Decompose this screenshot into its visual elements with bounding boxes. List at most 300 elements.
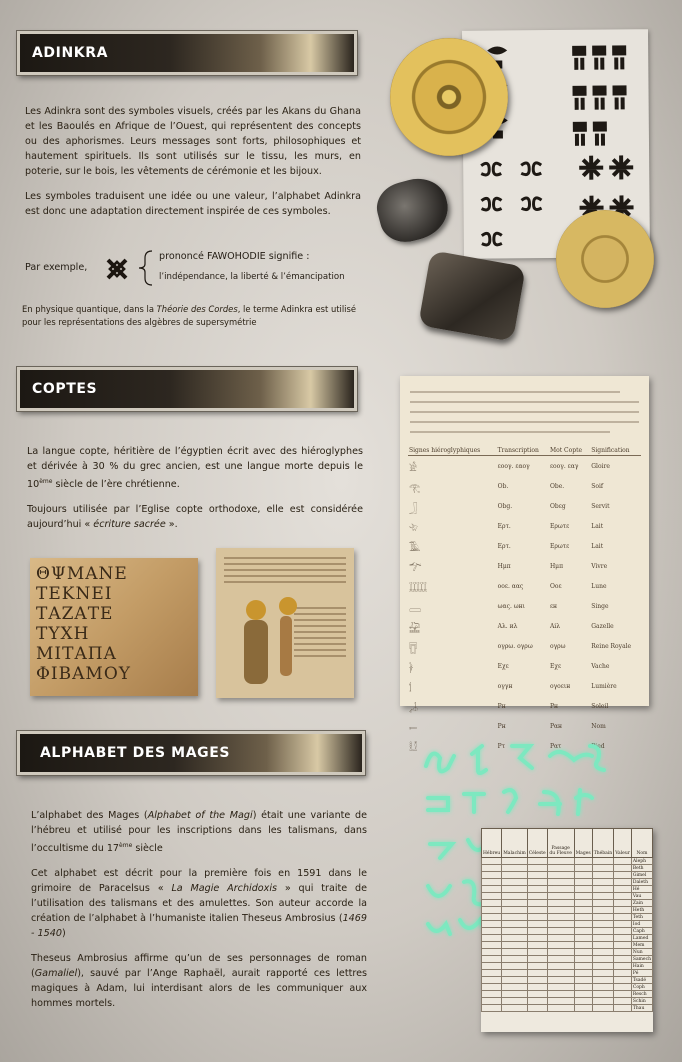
table-header-cell: Signification xyxy=(590,446,641,456)
table-row xyxy=(408,536,641,556)
chart-cell xyxy=(574,893,592,900)
section-title: ALPHABET DES MAGES xyxy=(40,745,231,761)
chart-row xyxy=(482,977,653,984)
table-row xyxy=(408,576,641,596)
table-cell: 𓀀 xyxy=(409,463,418,474)
chart-cell xyxy=(502,949,528,956)
chart-row xyxy=(482,879,653,886)
chart-cell xyxy=(482,935,502,942)
meaning-text: l’indépendance, la liberté & l’émancipation xyxy=(159,272,345,282)
chart-cell xyxy=(614,942,632,949)
table-cell: 𓊀 xyxy=(409,643,418,654)
chart-cell xyxy=(527,991,547,998)
table-cell: Gazelle xyxy=(591,622,614,630)
table-cell: ογρω. ογρω xyxy=(497,642,533,650)
chart-cell xyxy=(502,991,528,998)
chart-cell xyxy=(592,935,613,942)
table-row xyxy=(408,696,641,716)
chart-cell xyxy=(574,879,592,886)
chart-cell xyxy=(574,970,592,977)
table-cell: 𓏀 xyxy=(409,743,418,754)
table-cell: εн xyxy=(549,602,558,610)
chart-cell: Vau xyxy=(631,893,652,900)
chart-cell xyxy=(592,942,613,949)
chart-cell xyxy=(614,907,632,914)
table-row xyxy=(408,496,641,516)
chart-cell xyxy=(547,872,574,879)
brace-icon xyxy=(135,250,155,286)
chart-cell xyxy=(574,872,592,879)
chart-cell xyxy=(592,921,613,928)
chart-header-cell: Céleste xyxy=(527,829,547,858)
adinkra-example xyxy=(25,248,365,288)
chart-cell xyxy=(527,935,547,942)
chart-cell xyxy=(482,858,502,865)
chart-cell xyxy=(527,872,547,879)
chart-cell xyxy=(614,935,632,942)
chart-row xyxy=(482,921,653,928)
chart-cell xyxy=(592,1005,613,1012)
chart-cell xyxy=(502,977,528,984)
chart-cell xyxy=(547,1005,574,1012)
chart-cell xyxy=(482,1005,502,1012)
chart-header-cell: Malachim xyxy=(502,829,528,858)
chart-cell xyxy=(574,865,592,872)
table-row xyxy=(408,596,641,616)
chart-cell xyxy=(547,977,574,984)
chart-cell xyxy=(502,921,528,928)
table-row xyxy=(408,516,641,536)
table-cell: 𓂀 xyxy=(409,483,421,494)
chart-cell: Lamed xyxy=(631,935,652,942)
chart-cell xyxy=(527,998,547,1005)
chart-cell xyxy=(547,963,574,970)
chart-cell xyxy=(574,942,592,949)
chart-header-cell: Nom xyxy=(631,829,652,858)
chart-cell: Schin xyxy=(631,998,652,1005)
chart-cell xyxy=(547,921,574,928)
stone-inscription-line: ΤΑΖΑΤΕ xyxy=(36,604,114,624)
table-cell: Obεg xyxy=(549,502,566,510)
chart-cell: Tsadé xyxy=(631,977,652,984)
table-cell: 𓅀 xyxy=(409,543,421,554)
gold-pendant-image xyxy=(556,210,654,308)
chart-cell xyxy=(502,1005,528,1012)
table-row xyxy=(408,476,641,496)
chart-cell xyxy=(502,935,528,942)
table-cell: Singe xyxy=(591,602,609,610)
chart-cell xyxy=(574,949,592,956)
fawohodie-symbol-icon xyxy=(105,257,129,281)
section-title: COPTES xyxy=(32,381,98,397)
table-cell: εοογ. εαγ xyxy=(549,462,579,470)
chart-row xyxy=(482,914,653,921)
table-cell: 𓉀 xyxy=(409,623,421,634)
chart-cell xyxy=(527,886,547,893)
chart-cell xyxy=(547,935,574,942)
table-cell: Ερωτε xyxy=(549,542,570,550)
chart-cell: Coph xyxy=(631,984,652,991)
chart-header-cell: Valeur xyxy=(614,829,632,858)
chart-row xyxy=(482,907,653,914)
chart-cell xyxy=(614,998,632,1005)
table-cell: ογγн xyxy=(497,682,513,690)
chart-cell xyxy=(614,1005,632,1012)
table-cell: Obg. xyxy=(497,502,513,510)
chart-cell xyxy=(502,956,528,963)
chart-cell xyxy=(482,879,502,886)
section-header-mages xyxy=(17,731,365,775)
chart-cell xyxy=(614,893,632,900)
table-cell: Gloire xyxy=(591,462,610,470)
chart-cell xyxy=(547,998,574,1005)
table-cell: Pατ xyxy=(549,742,562,750)
table-cell: 𓃀 xyxy=(409,503,418,514)
table-cell: 𓍀 xyxy=(409,703,418,714)
chart-cell: Pé xyxy=(631,970,652,977)
chart-row xyxy=(482,893,653,900)
chart-cell xyxy=(574,858,592,865)
chart-cell xyxy=(574,956,592,963)
table-header-cell: Signes hiéroglyphiques xyxy=(408,446,497,456)
table-row xyxy=(408,676,641,696)
table-cell: Obe. xyxy=(549,482,565,490)
chart-cell: Samech xyxy=(632,956,651,962)
chart-cell xyxy=(482,970,502,977)
chart-row xyxy=(482,886,653,893)
table-cell: ωας. ωнι xyxy=(497,602,526,610)
chart-cell xyxy=(547,970,574,977)
table-cell: Lune xyxy=(591,582,607,590)
chart-row xyxy=(482,984,653,991)
chart-cell xyxy=(547,942,574,949)
chart-cell: Iod xyxy=(631,921,652,928)
chart-cell xyxy=(574,886,592,893)
chart-cell xyxy=(527,914,547,921)
gold-disc-image xyxy=(390,38,508,156)
chart-cell: Hain xyxy=(631,963,652,970)
chart-cell xyxy=(482,928,502,935)
chart-cell xyxy=(574,991,592,998)
chart-cell xyxy=(547,907,574,914)
bronze-weight-image xyxy=(418,250,526,342)
chart-cell xyxy=(502,984,528,991)
chart-cell xyxy=(502,872,528,879)
chart-cell: Aleph xyxy=(631,858,652,865)
chart-cell xyxy=(502,942,528,949)
chart-cell: Zain xyxy=(631,900,652,907)
chart-cell xyxy=(502,970,528,977)
chart-cell xyxy=(482,956,502,963)
chart-cell xyxy=(527,942,547,949)
table-row xyxy=(408,716,641,736)
section-title: ADINKRA xyxy=(32,45,109,61)
chart-cell xyxy=(527,858,547,865)
chart-cell xyxy=(547,893,574,900)
table-cell: Hμπ xyxy=(549,562,564,570)
chart-cell xyxy=(592,865,613,872)
table-cell: ογρω xyxy=(549,642,566,650)
chart-row xyxy=(482,991,653,998)
chart-cell xyxy=(502,900,528,907)
chart-cell xyxy=(547,928,574,935)
chart-cell xyxy=(592,900,613,907)
chart-header-cell: Passage du Fleuve xyxy=(547,829,574,858)
chart-cell xyxy=(574,963,592,970)
chart-cell xyxy=(527,865,547,872)
chart-cell xyxy=(482,865,502,872)
chart-cell xyxy=(547,886,574,893)
chart-row xyxy=(482,935,653,942)
chart-cell xyxy=(614,914,632,921)
coptic-stone-image xyxy=(30,558,198,696)
chart-cell xyxy=(574,900,592,907)
mages-paragraph-1: L’alphabet des Mages (Alphabet of the Magi) était une variante de l’hébreu et utilisé pour les inscriptions dans les talismans, dans l’occultisme du 17ème siècle xyxy=(31,810,367,855)
chart-cell: Hé xyxy=(631,886,652,893)
chart-cell xyxy=(574,914,592,921)
chart-cell xyxy=(527,893,547,900)
chart-cell xyxy=(482,963,502,970)
chart-cell xyxy=(592,907,613,914)
chart-cell xyxy=(592,991,613,998)
adinkra-physics-note: En physique quantique, dans la Théorie des Cordes, le terme Adinkra est utilisé pour les représentations des algèbres de supersymétrie xyxy=(22,304,357,327)
chart-cell xyxy=(614,858,632,865)
chart-row xyxy=(482,963,653,970)
chart-cell xyxy=(482,949,502,956)
chart-row xyxy=(482,942,653,949)
stone-inscription-line: ΘΨΜΑΝΕ xyxy=(36,564,128,584)
coptes-text xyxy=(27,444,363,542)
chart-cell xyxy=(592,977,613,984)
chart-cell xyxy=(614,991,632,998)
chart-cell xyxy=(527,949,547,956)
chart-cell xyxy=(592,886,613,893)
chart-cell xyxy=(547,949,574,956)
table-cell: Pτ xyxy=(497,742,506,750)
chart-cell xyxy=(592,984,613,991)
chart-cell xyxy=(527,907,547,914)
chart-cell: Heth xyxy=(631,907,652,914)
chart-row xyxy=(482,872,653,879)
chart-cell xyxy=(592,956,613,963)
chart-cell xyxy=(482,991,502,998)
chart-row xyxy=(482,900,653,907)
stone-inscription-line: ΦΙΒΑΜΟΥ xyxy=(36,664,131,684)
chart-cell xyxy=(547,858,574,865)
table-cell: Servit xyxy=(591,502,610,510)
chart-cell xyxy=(527,921,547,928)
table-cell: Οοε xyxy=(549,582,562,590)
table-cell: Nom xyxy=(591,722,606,730)
chart-cell xyxy=(482,886,502,893)
section-header-adinkra xyxy=(17,31,357,75)
table-cell: Pн xyxy=(549,702,558,710)
table-cell: Aiλ xyxy=(549,622,561,630)
chart-cell xyxy=(502,886,528,893)
table-cell: Lumière xyxy=(591,682,617,690)
table-cell: Soif xyxy=(591,482,604,490)
table-cell: 𓈀 xyxy=(409,603,422,614)
chart-cell xyxy=(527,963,547,970)
table-cell: Εχε xyxy=(497,662,509,670)
chart-cell xyxy=(592,872,613,879)
table-cell: Aλ. иλ xyxy=(497,622,518,630)
chart-cell xyxy=(574,928,592,935)
table-cell: Ob. xyxy=(497,482,509,490)
stone-inscription-line: ΜΙΤΑΠΑ xyxy=(36,644,117,664)
table-cell: Ερωτε xyxy=(549,522,570,530)
chart-cell xyxy=(482,984,502,991)
chart-cell xyxy=(502,907,528,914)
section-header-coptes xyxy=(17,367,357,411)
chart-cell xyxy=(482,900,502,907)
chart-cell xyxy=(574,977,592,984)
chart-cell xyxy=(574,984,592,991)
mages-text xyxy=(31,808,367,1021)
magi-alphabet-chart xyxy=(481,828,653,1032)
coptic-table xyxy=(408,446,641,756)
table-header-cell: Mot Copte xyxy=(549,446,590,456)
chart-cell xyxy=(574,1005,592,1012)
chart-cell xyxy=(592,893,613,900)
table-cell: εοογ. εαογ xyxy=(497,462,530,470)
chart-cell: Beth xyxy=(631,865,652,872)
mages-paragraph-3: Theseus Ambrosius affirme qu’un de ses personnages de roman (Gamaliel), sauvé par l’Ange Raphaël, aurait rapporté ces lettres magiques à Adam, lui interdisant alors de les communiquer aux hommes mortels. xyxy=(31,953,367,1010)
chart-cell xyxy=(527,900,547,907)
chart-cell xyxy=(527,956,547,963)
chart-cell: Nun xyxy=(631,949,652,956)
table-cell: Εχε xyxy=(549,662,562,670)
chart-cell xyxy=(574,907,592,914)
chart-cell xyxy=(574,935,592,942)
table-cell: Vivre xyxy=(591,562,608,570)
chart-cell xyxy=(482,942,502,949)
chart-cell xyxy=(614,984,632,991)
chart-cell xyxy=(592,914,613,921)
table-row xyxy=(408,636,641,656)
chart-header-cell: Mages xyxy=(574,829,592,858)
chart-header-cell: Thébain xyxy=(592,829,613,858)
table-cell: Vache xyxy=(591,662,610,670)
table-cell: Hμπ xyxy=(497,562,511,570)
chart-cell xyxy=(502,879,528,886)
chart-cell xyxy=(502,963,528,970)
chart-row xyxy=(482,970,653,977)
adinkra-text xyxy=(25,104,361,229)
chart-cell xyxy=(502,858,528,865)
table-cell: 𓋀 xyxy=(409,663,414,674)
coptic-manuscript-image xyxy=(216,548,354,698)
chart-cell xyxy=(614,879,632,886)
example-label: Par exemple, xyxy=(25,262,88,273)
chart-cell xyxy=(502,893,528,900)
chart-cell: Mem xyxy=(631,942,652,949)
table-cell: Pн xyxy=(497,702,506,710)
coptes-paragraph-2: Toujours utilisée par l’Eglise copte orthodoxe, elle est considérée aujourd’hui « écriture sacrée ». xyxy=(27,504,363,531)
chart-cell: Daleth xyxy=(631,879,652,886)
table-cell: 𓌀 xyxy=(409,683,412,694)
chart-header-cell: Hébreu xyxy=(482,829,502,858)
chart-cell xyxy=(614,970,632,977)
chart-cell xyxy=(547,956,574,963)
table-cell: 𓆀 xyxy=(409,563,422,574)
table-cell: Pαн xyxy=(549,722,563,730)
adinkra-paragraph-1: Les Adinkra sont des symboles visuels, créés par les Akans du Ghana et les Baoulés en Afrique de l’Ouest, qui représentent des concepts ou des aphorismes. Leurs messages sont forts, philosophiques et hautement spirituels. Ils sont utilisés sur le tissu, les murs, en poterie, sur le bois, les vêtements de cérémonie et les bijoux. xyxy=(25,106,361,177)
chart-cell xyxy=(502,998,528,1005)
chart-cell xyxy=(482,914,502,921)
chart-cell xyxy=(614,956,632,963)
table-row xyxy=(408,456,641,477)
black-seal-image xyxy=(371,172,454,248)
chart-cell xyxy=(482,977,502,984)
chart-cell xyxy=(482,872,502,879)
stone-inscription-line: ΤΥΧΗ xyxy=(36,624,90,644)
chart-cell xyxy=(502,928,528,935)
chart-row xyxy=(482,998,653,1005)
chart-cell xyxy=(547,914,574,921)
chart-cell xyxy=(592,879,613,886)
chart-cell xyxy=(574,921,592,928)
table-cell: ογοειн xyxy=(549,682,571,690)
adinkra-paragraph-2: Les symboles traduisent une idée ou une valeur, l’alphabet Adinkra est donc une adaptation directement inspirée de ces symboles. xyxy=(25,191,361,217)
table-cell: Pн xyxy=(497,722,506,730)
chart-cell xyxy=(547,984,574,991)
chart-cell xyxy=(592,949,613,956)
chart-cell xyxy=(547,900,574,907)
chart-cell xyxy=(592,858,613,865)
stone-inscription-line: ΤΕΚΝΕΙ xyxy=(36,584,113,604)
chart-cell xyxy=(527,970,547,977)
table-cell: Lait xyxy=(591,522,604,530)
chart-cell xyxy=(614,886,632,893)
table-cell: Pied xyxy=(591,742,605,750)
chart-cell xyxy=(614,928,632,935)
chart-cell xyxy=(482,921,502,928)
chart-cell xyxy=(614,921,632,928)
chart-cell xyxy=(482,907,502,914)
table-cell: οοε. αας xyxy=(497,582,524,590)
chart-cell: Teth xyxy=(631,914,652,921)
chart-row xyxy=(482,1005,653,1012)
chart-cell xyxy=(482,998,502,1005)
chart-cell: Resch xyxy=(631,991,652,998)
table-row xyxy=(408,656,641,676)
table-row xyxy=(408,556,641,576)
table-cell: Ερτ. xyxy=(497,522,511,530)
chart-row xyxy=(482,858,653,865)
table-cell: Soleil xyxy=(591,702,609,710)
chart-cell xyxy=(502,914,528,921)
chart-row xyxy=(482,956,653,963)
chart-row xyxy=(482,949,653,956)
chart-cell xyxy=(527,984,547,991)
table-cell: Reine Royale xyxy=(591,642,632,650)
table-cell: Ερτ. xyxy=(497,542,511,550)
chart-cell xyxy=(527,928,547,935)
chart-cell xyxy=(592,998,613,1005)
chart-row xyxy=(482,928,653,935)
coptes-paragraph-1: La langue copte, héritière de l’égyptien écrit avec des hiéroglyphes et dérivée à 30 % du grec ancien, est une langue morte depuis le 10ème siècle de l’ère chrétienne. xyxy=(27,446,363,491)
table-cell: 𓇀 xyxy=(409,583,428,594)
chart-cell xyxy=(482,893,502,900)
table-cell: Lait xyxy=(591,542,604,550)
chart-cell xyxy=(614,872,632,879)
chart-cell xyxy=(592,928,613,935)
chart-cell xyxy=(614,949,632,956)
chart-cell xyxy=(547,991,574,998)
chart-cell: Gimel xyxy=(631,872,652,879)
chart-cell xyxy=(614,977,632,984)
